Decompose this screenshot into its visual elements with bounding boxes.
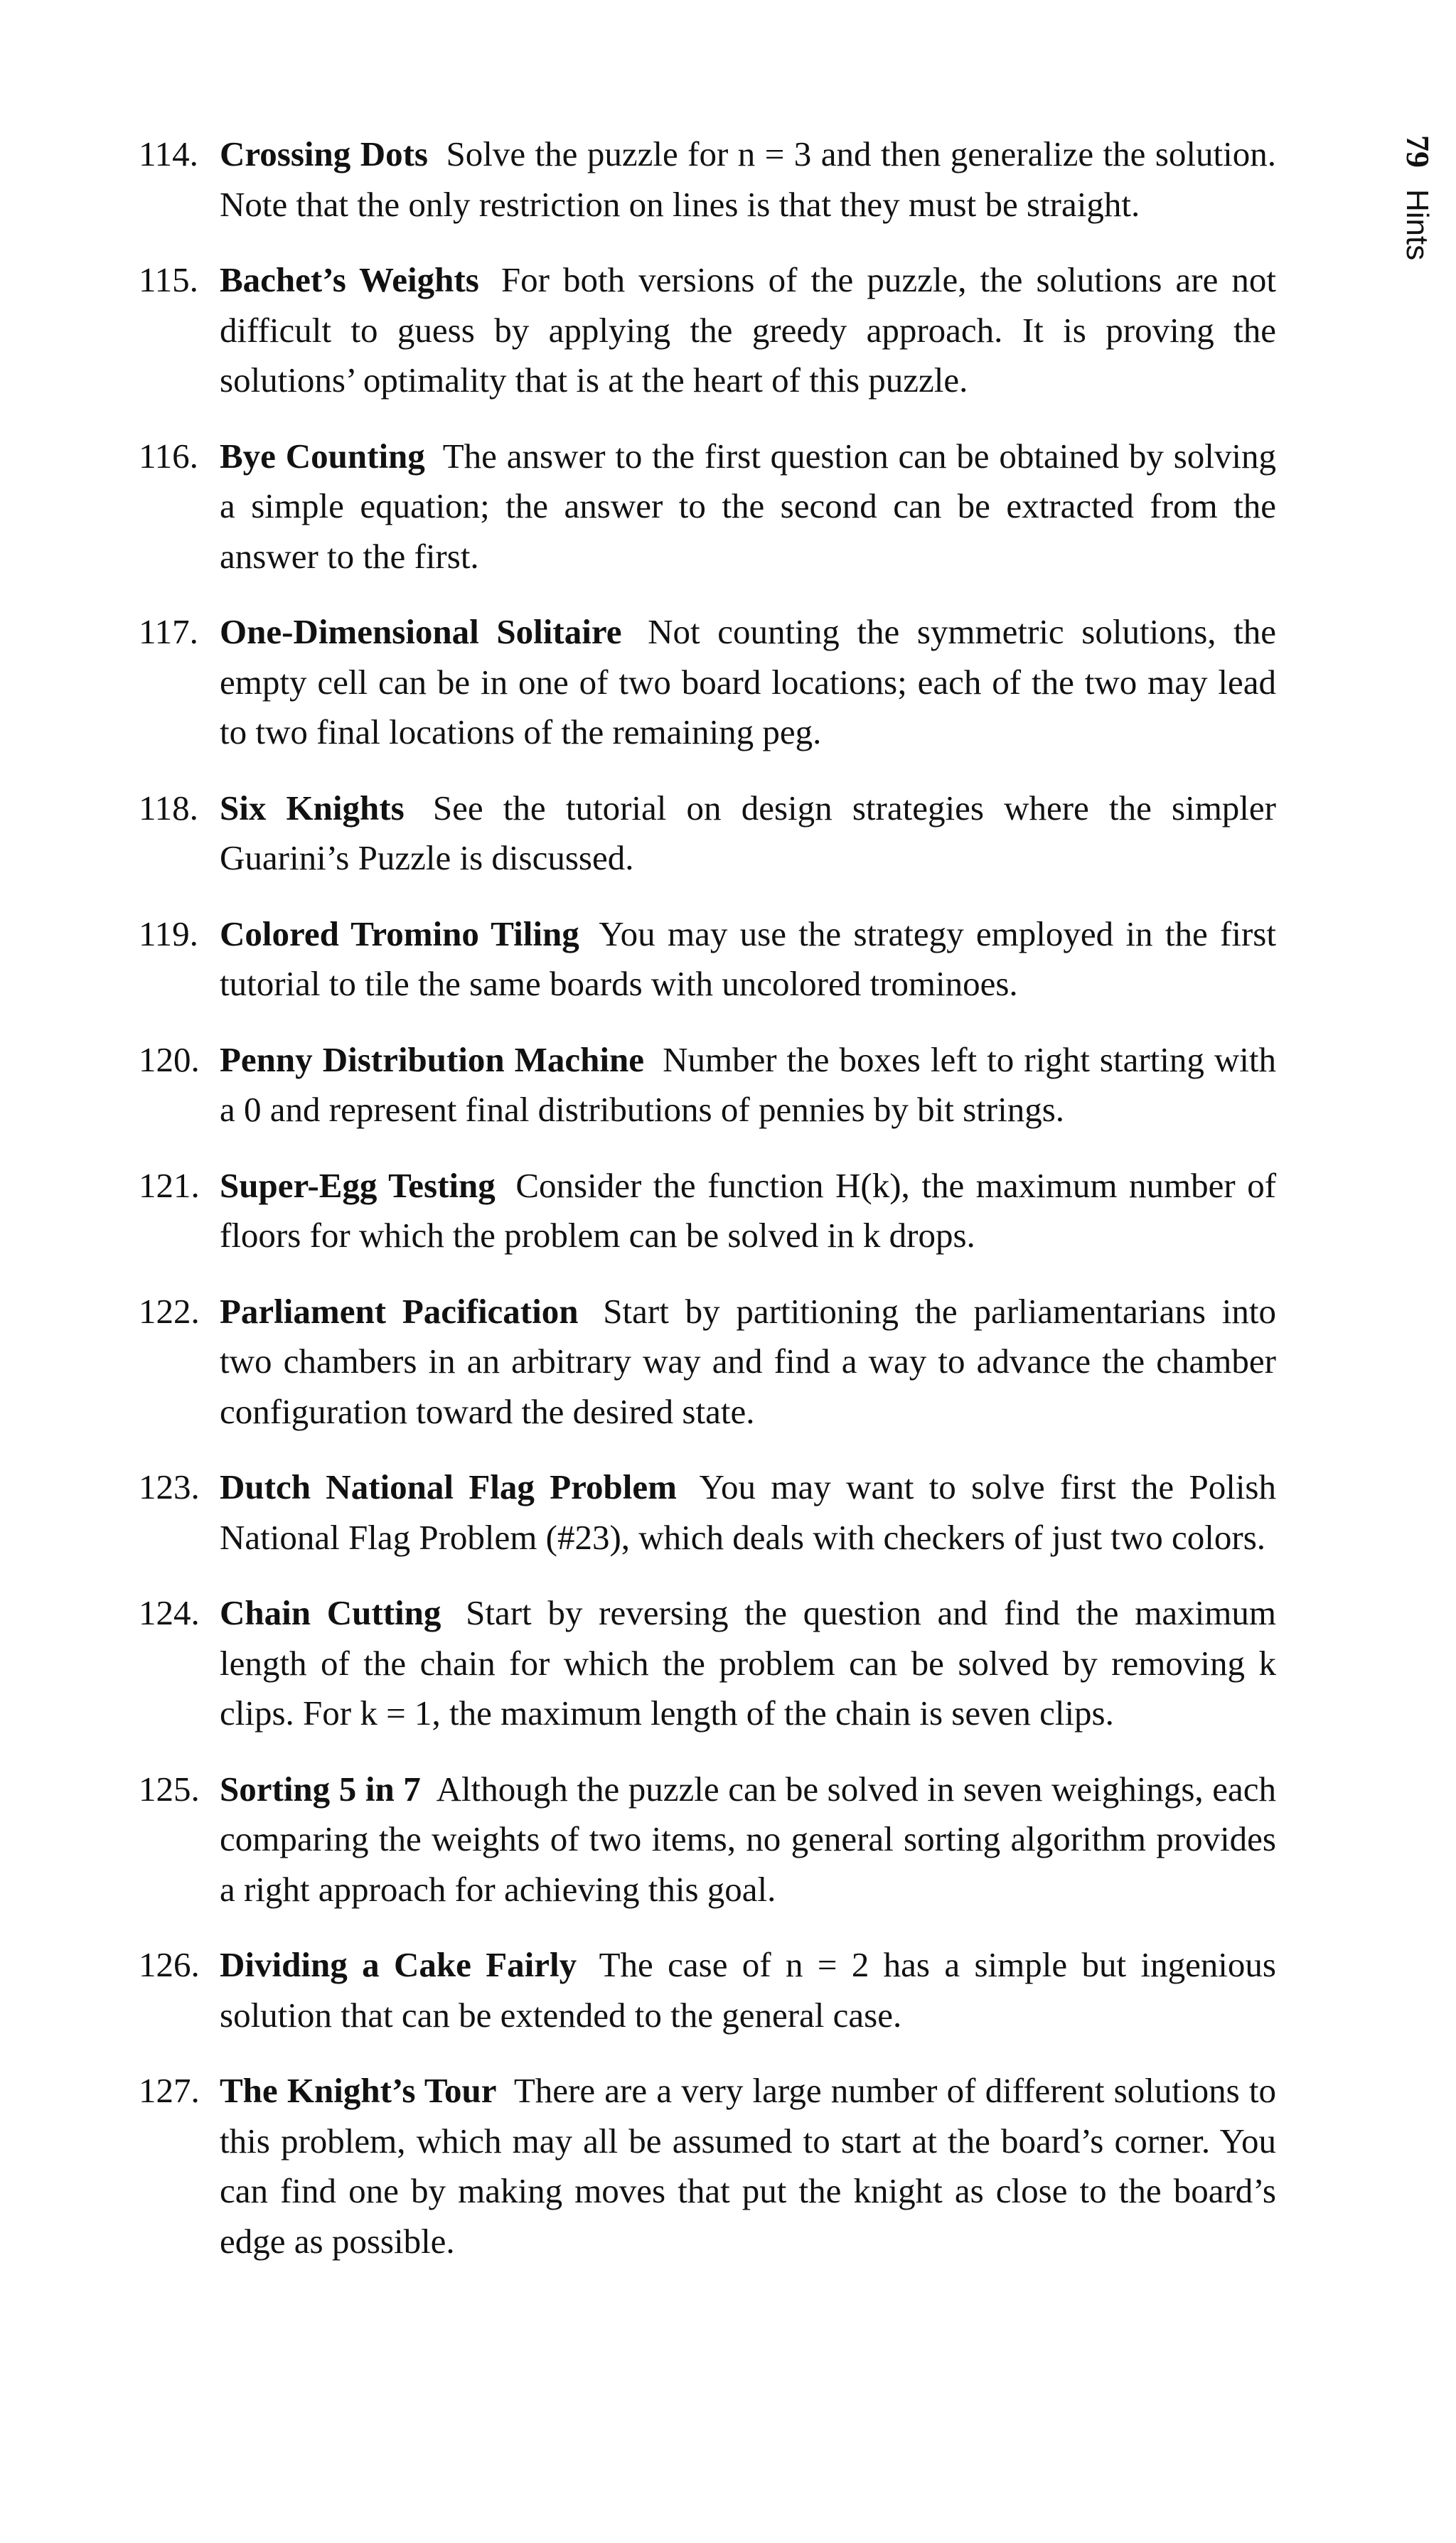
hint-item bbox=[139, 129, 1276, 230]
hint-number: 123. bbox=[139, 1467, 200, 1506]
hint-text: Start by partitioning the parliamentarians into two chambers in an arbitrary way and find a way to advance the chamber configuration toward the desired state. bbox=[220, 1291, 1276, 1431]
hint-title: Bye Counting bbox=[220, 436, 425, 476]
hint-item bbox=[139, 1287, 1276, 1438]
hint-number: 118. bbox=[139, 788, 198, 828]
hint-number: 115. bbox=[139, 260, 198, 299]
hint-text: Start by reversing the question and find the maximum length of the chain for which the problem can be solved by removing k clips. For k = 1, the maximum length of the chain is seven clips. bbox=[220, 1593, 1276, 1733]
hint-list bbox=[139, 129, 1276, 2292]
hint-text: You may use the strategy employed in the first tutorial to tile the same boards with uncolored trominoes. bbox=[220, 914, 1276, 1003]
running-head bbox=[1361, 135, 1440, 299]
hint-title: One-Dimensional Solitaire bbox=[220, 612, 622, 651]
hint-title: Bachet’s Weights bbox=[220, 260, 479, 299]
hint-item bbox=[139, 1462, 1276, 1563]
hint-number: 121. bbox=[139, 1165, 200, 1205]
running-head-text bbox=[1401, 135, 1434, 260]
hint-title: Dividing a Cake Fairly bbox=[220, 1945, 577, 1984]
hint-item bbox=[139, 1588, 1276, 1739]
hint-text: Consider the function H(k), the maximum number of floors for which the problem can be solved in k drops. bbox=[220, 1165, 1277, 1255]
hint-title: Crossing Dots bbox=[220, 134, 428, 173]
hint-text: Solve the puzzle for n = 3 and then generalize the solution. Note that the only restriction on lines is that they must be straight. bbox=[220, 134, 1277, 224]
hint-number: 125. bbox=[139, 1769, 200, 1809]
hint-number: 116. bbox=[139, 436, 198, 476]
hint-number: 126. bbox=[139, 1945, 200, 1984]
hint-text: You may want to solve first the Polish National Flag Problem (#23), which deals with checkers of just two colors. bbox=[220, 1467, 1276, 1557]
hint-number: 114. bbox=[139, 134, 198, 173]
hint-title: Sorting 5 in 7 bbox=[220, 1769, 421, 1809]
hint-number: 127. bbox=[139, 2071, 200, 2110]
running-title: Hints bbox=[1400, 189, 1435, 261]
hint-title: Parliament Pacification bbox=[220, 1291, 579, 1331]
hint-text: Number the boxes left to right starting with a 0 and represent final distributions of pennies by bit strings. bbox=[220, 1039, 1277, 1129]
hint-item bbox=[139, 607, 1276, 758]
hint-title: The Knight’s Tour bbox=[220, 2071, 497, 2110]
hint-title: Chain Cutting bbox=[220, 1593, 441, 1632]
hint-number: 117. bbox=[139, 612, 198, 651]
hint-text: Although the puzzle can be solved in seven weighings, each comparing the weights of two items, no general sorting algorithm provides a right approach for achieving this goal. bbox=[220, 1769, 1276, 1909]
hint-item bbox=[139, 2066, 1276, 2266]
hint-number: 124. bbox=[139, 1593, 200, 1632]
hint-text: The answer to the first question can be obtained by solving a simple equation; the answer to the second can be extracted from the answer to the first. bbox=[220, 436, 1276, 576]
hint-item bbox=[139, 1035, 1276, 1135]
hint-title: Super-Egg Testing bbox=[220, 1165, 496, 1205]
hint-item bbox=[139, 255, 1276, 406]
hint-title: Dutch National Flag Problem bbox=[220, 1467, 677, 1506]
hint-number: 120. bbox=[139, 1039, 200, 1079]
hint-text: For both versions of the puzzle, the solutions are not difficult to guess by applying the greedy approach. It is proving the solutions’ optimality that is at the heart of this puzzle. bbox=[220, 260, 1277, 400]
hint-item bbox=[139, 1765, 1276, 1915]
hint-title: Six Knights bbox=[220, 788, 405, 828]
page-number: 79 bbox=[1400, 135, 1436, 168]
hint-item bbox=[139, 909, 1276, 1010]
hint-text: There are a very large number of different solutions to this problem, which may all be assumed to start at the board’s corner. You can find one by making moves that put the knight as close to the board’s edge as possible. bbox=[220, 2071, 1276, 2261]
hint-number: 119. bbox=[139, 914, 198, 953]
hint-item bbox=[139, 1940, 1276, 2040]
hint-item bbox=[139, 783, 1276, 884]
hint-text: The case of n = 2 has a simple but ingenious solution that can be extended to the general case. bbox=[220, 1945, 1276, 2035]
hint-item bbox=[139, 1161, 1276, 1261]
hint-text: Not counting the symmetric solutions, the empty cell can be in one of two board locations; each of the two may lead to two final locations of the remaining peg. bbox=[220, 612, 1276, 751]
hint-number: 122. bbox=[139, 1291, 200, 1331]
hint-text: See the tutorial on design strategies where the simpler Guarini’s Puzzle is discussed. bbox=[220, 788, 1276, 877]
hint-item bbox=[139, 432, 1276, 582]
hint-title: Colored Tromino Tiling bbox=[220, 914, 579, 953]
hint-title: Penny Distribution Machine bbox=[220, 1039, 645, 1079]
